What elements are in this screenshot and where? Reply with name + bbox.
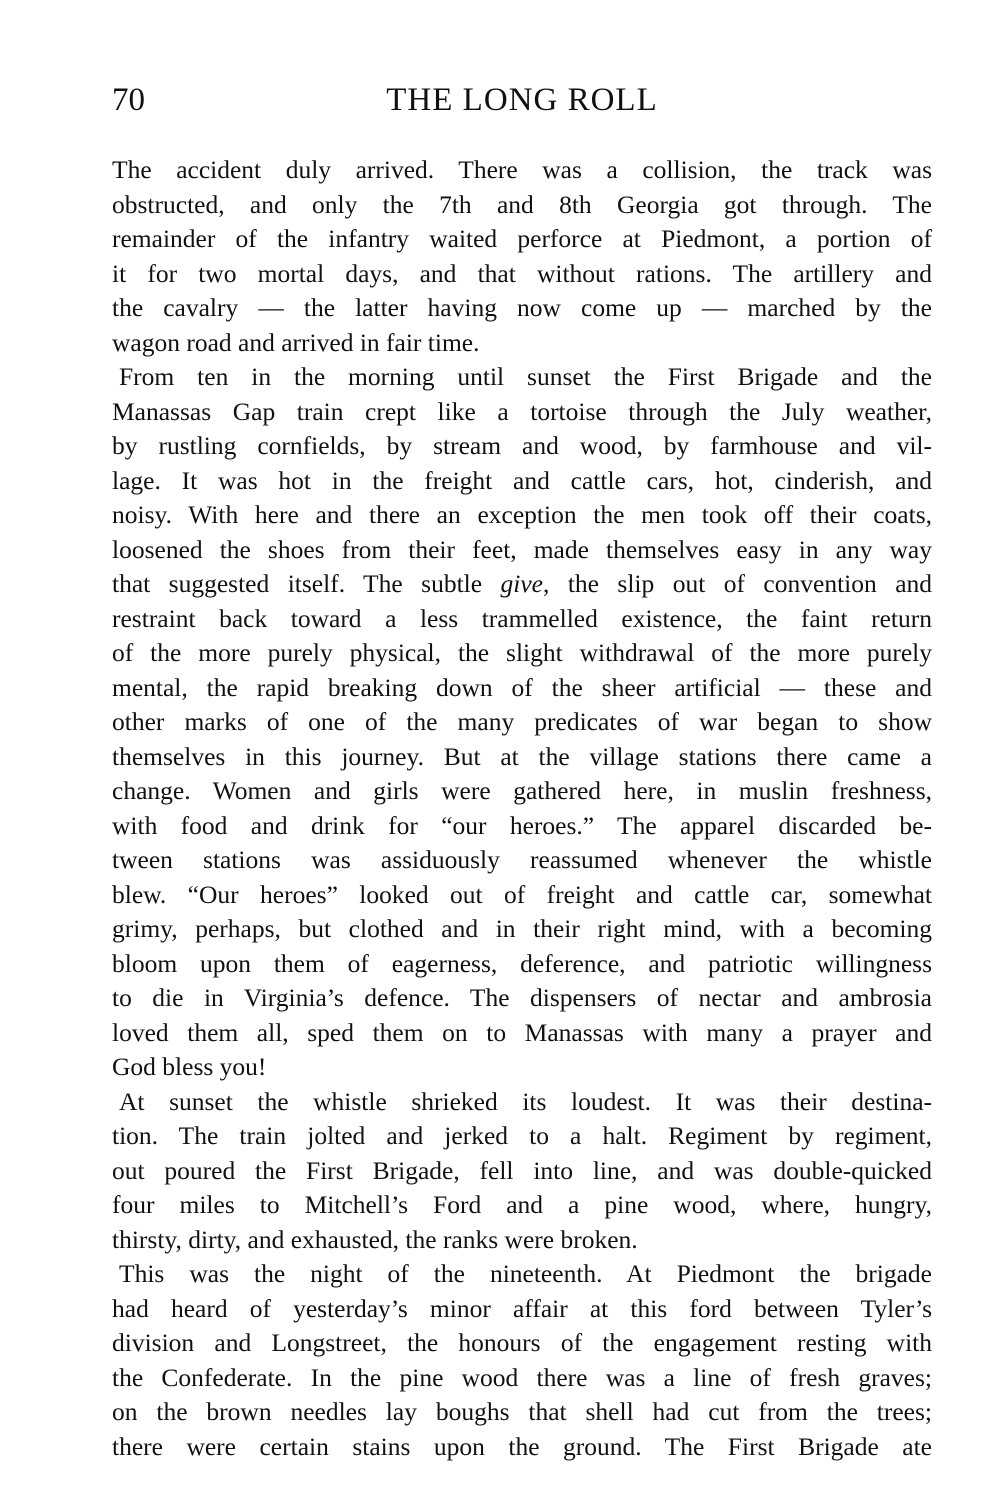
text-line: bloom upon them of eagerness, deference, and patriotic willingness (112, 948, 932, 978)
text-line: remainder of the infantry waited perforce at Piedmont, a portion of (112, 224, 932, 253)
text-line: division and Longstreet, the honours of the engagement resting with (112, 1328, 932, 1357)
page-number: 70 (112, 82, 145, 118)
text-line: out poured the First Brigade, fell into line, and was double-quicked (112, 1155, 932, 1185)
text-line: tion. The train jolted and jerked to a halt. Regiment by regiment, (112, 1121, 932, 1150)
text-line: it for two mortal days, and that without rations. The artillery and (112, 258, 932, 288)
text-line: on the brown needles lay boughs that shell had cut from the trees; (112, 1397, 932, 1426)
emphasis: give (500, 569, 543, 598)
text-line: This was the night of the nineteenth. At Piedmont the brigade (119, 1259, 932, 1288)
text-line: grimy, perhaps, but clothed and in their right mind, with a becoming (112, 914, 932, 943)
text-line: the cavalry — the latter having now come up — marched by the (112, 293, 932, 322)
text-line: that suggested itself. The subtle give, the slip out of convention and (112, 569, 933, 598)
paragraph (112, 360, 932, 1085)
text-line: At sunset the whistle shrieked its loudest. It was their destina- (119, 1086, 932, 1116)
text-line: there were certain stains upon the ground. The First Brigade ate (112, 1431, 932, 1461)
running-header (112, 82, 932, 126)
text-line: thirsty, dirty, and exhausted, the ranks were broken. (112, 1224, 638, 1254)
text-line: From ten in the morning until sunset the First Brigade and the (119, 362, 932, 391)
text-line: blew. “Our heroes” looked out of freight and cattle car, somewhat (112, 879, 932, 909)
text-line: mental, the rapid breaking down of the sheer artificial — these and (112, 672, 932, 702)
text-line: themselves in this journey. But at the village stations there came a (112, 741, 932, 771)
page-body-text (112, 153, 932, 1464)
running-title: THE LONG ROLL (386, 82, 658, 118)
text-line: to die in Virginia’s defence. The dispensers of nectar and ambrosia (112, 983, 932, 1012)
text-line: had heard of yesterday’s minor affair at this ford between Tyler’s (112, 1293, 932, 1323)
text-line: tween stations was assiduously reassumed whenever the whistle (112, 845, 932, 874)
text-line: loosened the shoes from their feet, made themselves easy in any way (112, 534, 932, 564)
text-line: the Confederate. In the pine wood there was a line of fresh graves; (112, 1362, 932, 1392)
text-line: change. Women and girls were gathered here, in muslin freshness, (112, 776, 932, 805)
paragraph (112, 1085, 932, 1258)
text-line: noisy. With here and there an exception the men took off their coats, (112, 500, 932, 529)
paragraph (112, 1257, 932, 1464)
text-line: loved them all, sped them on to Manassas with many a prayer and (112, 1017, 932, 1047)
text-line: lage. It was hot in the freight and cattle cars, hot, cinderish, and (112, 465, 932, 495)
text-line: wagon road and arrived in fair time. (112, 327, 480, 357)
text-line: restraint back toward a less trammelled existence, the faint return (112, 603, 932, 633)
paragraph (112, 153, 932, 360)
text-line: of the more purely physical, the slight withdrawal of the more purely (112, 638, 932, 667)
text-line: four miles to Mitchell’s Ford and a pine wood, where, hungry, (112, 1190, 932, 1219)
text-line: God bless you! (112, 1052, 267, 1081)
text-line: Manassas Gap train crept like a tortoise through the July weather, (112, 396, 932, 426)
text-line: other marks of one of the many predicates of war began to show (112, 707, 932, 736)
text-line: with food and drink for “our heroes.” The apparel discarded be- (112, 810, 932, 840)
text-line: obstructed, and only the 7th and 8th Georgia got through. The (112, 189, 932, 219)
text-line: The accident duly arrived. There was a collision, the track was (112, 155, 932, 184)
text-line: by rustling cornfields, by stream and wood, by farmhouse and vil- (112, 431, 932, 460)
